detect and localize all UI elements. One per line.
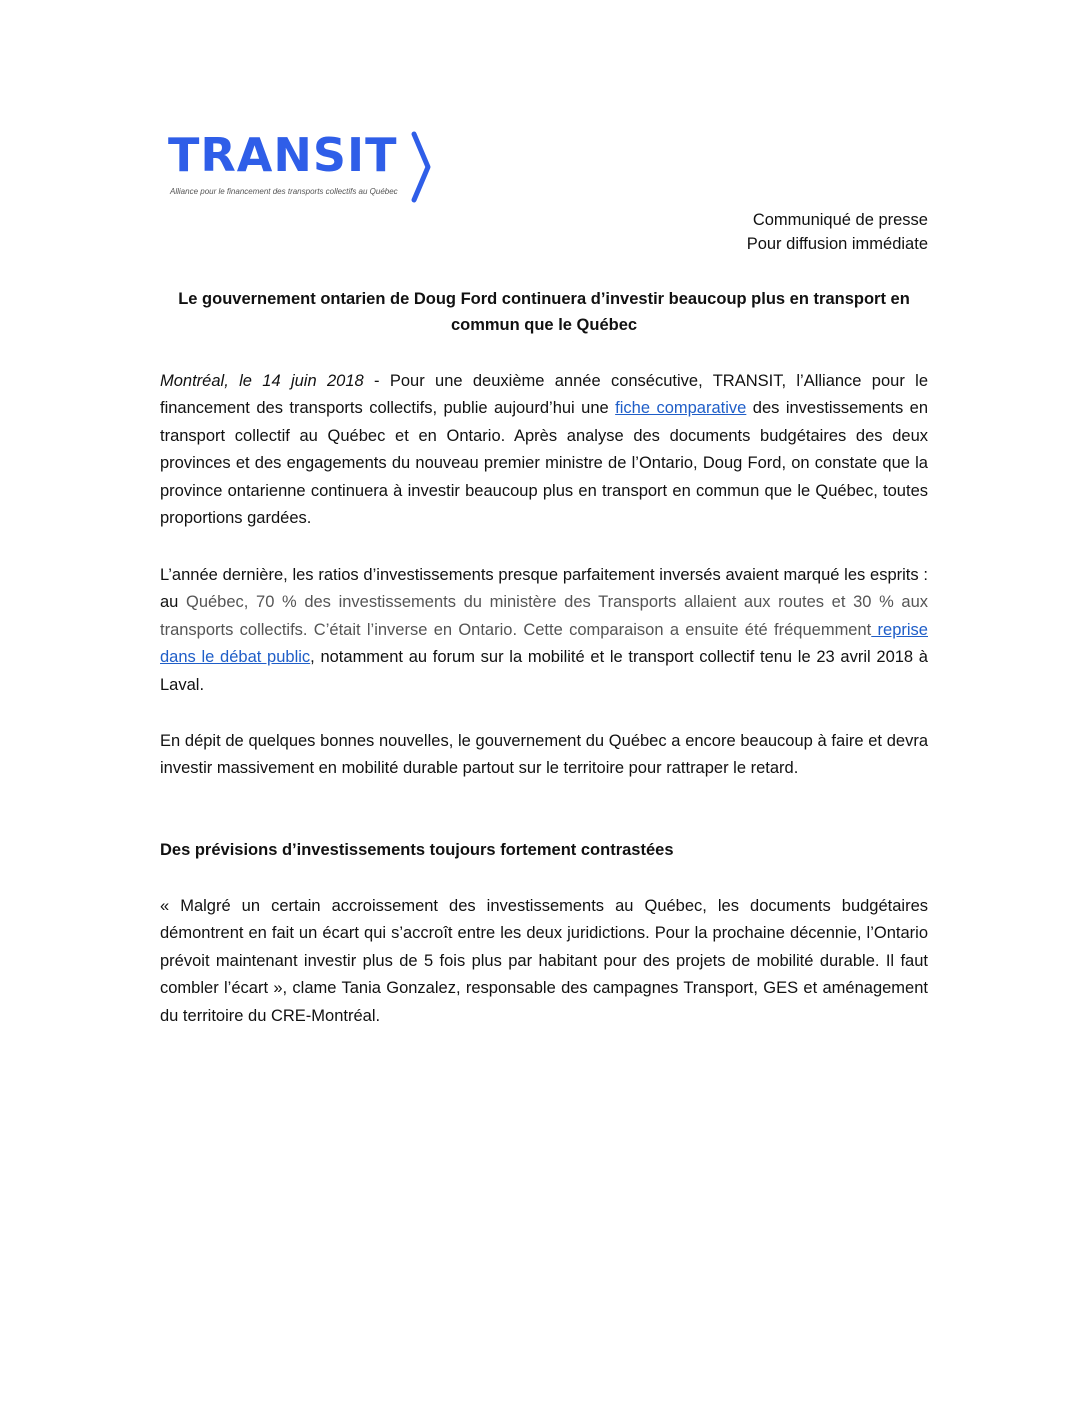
intro-text-before-link: - Pour une deuxième année consécutive, TRANSIT, l’Alliance pour le financement des transports collectifs, publie aujourd’hui une [160,372,929,418]
document-title: Le gouvernement ontarien de Doug Ford continuera d’investir beaucoup plus en transport en commun que le Québec [178,290,910,334]
transit-logo [168,128,448,208]
last-year-ratio-text: Québec, 70 % des investissements du ministère des Transports allaient aux routes et 30 % aux transports collectifs. C’était l’inverse en Ontario. Cette comparaison a ensuite été fréquemment [160,593,928,639]
section-subheading: Des prévisions d’investissements toujours fortement contrastées [160,841,674,859]
paragraph-intro [160,368,928,532]
press-release-label: Communiqué de presse [752,211,928,229]
fiche-comparative-link[interactable]: fiche comparative [615,399,747,418]
paragraph-good-news: En dépit de quelques bonnes nouvelles, le gouvernement du Québec a encore beaucoup à faire et devra investir massivement en mobilité durable partout sur le territoire pour rattraper le retard. [160,732,928,778]
chevron-right-icon [410,128,434,206]
release-timing-label: Pour diffusion immédiate [746,235,928,253]
debat-public-link[interactable]: reprise dans le débat public [160,620,928,667]
logo-wordmark: TRANSIT [168,128,398,182]
paragraph-quote: « Malgré un certain accroissement des investissements au Québec, les documents budgétaires démontrent en fait un écart qui s’accroît entre les deux juridictions. Pour la prochaine décennie, l’Ontario prévoit maintenant investir plus de 5 fois plus par habitant pour des projets de mobilité durable. Il faut combler l’écart », clame Tania Gonzalez, responsable des campagnes Transport, GES et aménagement du territoire du CRE-Montréal. [160,897,928,1025]
logo-tagline: Alliance pour le financement des transports collectifs au Québec [170,187,398,196]
intro-text-after-link: des investissements en transport collectif au Québec et en Ontario. Après analyse des documents budgétaires des deux provinces et des engagements du nouveau premier ministre de l’Ontario, Doug Ford, on constate que la province ontarienne continuera à investir beaucoup plus en transport en commun que le Québec, toutes proportions gardées. [160,399,929,528]
last-year-text-start: L’année dernière, les ratios d’investissements presque parfaitement inversés avaient marqué les esprits : au [160,566,928,612]
press-release-header [747,208,928,256]
dateline: Montréal, le 14 juin 2018 [160,372,364,390]
last-year-text-end: , notamment au forum sur la mobilité et le transport collectif tenu le 23 avril 2018 à Laval. [160,648,928,694]
paragraph-last-year [160,562,928,699]
